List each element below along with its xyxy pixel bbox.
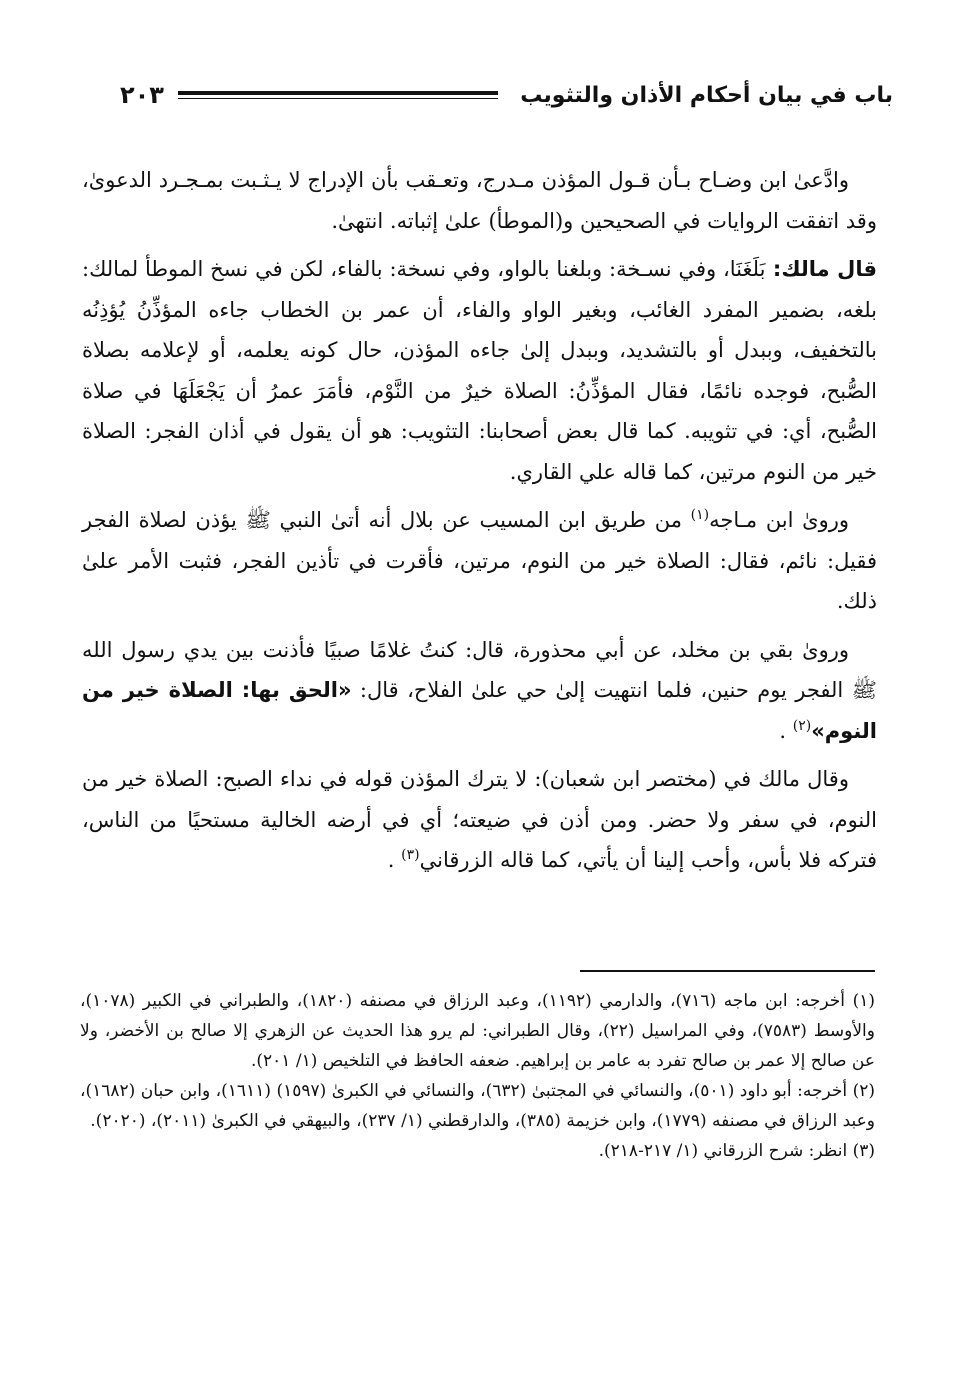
footnote-number: (١)	[852, 991, 875, 1011]
footnotes	[80, 986, 875, 1166]
footnote-1	[80, 986, 875, 1076]
page-number: ٢٠٣	[120, 81, 164, 109]
footnote-text: انظر: شرح الزرقاني (١/ ٢١٧-٢١٨).	[598, 1141, 848, 1161]
footnote-ref: (١)	[690, 507, 710, 523]
running-title: باب في بيان أحكام الأذان والتثويب	[520, 82, 893, 108]
paragraph-lead: قال مالك:	[765, 257, 877, 281]
footnote-text: أخرجه: ابن ماجه (٧١٦)، والدارمي (١١٩٢)، وعبد الرزاق في مصنفه (١٨٢٠)، والطبراني في الكبير (١٠٧٨)، والأوسط (٧٥٨٣)، وفي المراسيل (٢٢)، وقال الطبراني: لم يرو هذا الحديث عن الزهري إلا صالح بن الأخضر، ولا عن صالح إلا عمر بن صالح تفرد به عامر بن إبراهيم. ضعفه الحافظ في التلخيص (١/ ٢٠١).	[80, 991, 875, 1071]
footnote-ref: (٢)	[792, 717, 812, 734]
paragraph-text: بَلَغَنَا، وفي نسـخة: وبلغنا بالواو، وفي نسخة: بالفاء، لكن في نسخ الموطأ لمالك: بلغه، بضمير المفرد الغائب، وبغير الواو والفاء، أن عمر بن الخطاب جاءه المؤذِّنُ يُؤذِنُه بالتخفيف، وببدل أو بالتشديد، وببدل إلىٰ جاءه المؤذن، حال كونه يعلمه، أو لإعلامه بصلاة الصُّبح، فوجده نائمًا، فقال المؤذِّنُ: الصلاة خيرٌ من النَّوْم، فأمَرَ عمرُ أن يَجْعَلَهَا في صلاة الصُّبح، أي: في تثويبه. كما قال بعض أصحابنا: التثويب: هو أن يقول في أذان الفجر: الصلاة خير من النوم مرتين، كما قاله علي القاري.	[82, 257, 877, 484]
paragraph-text-continued: .	[387, 848, 402, 872]
header-rule	[178, 91, 498, 99]
paragraph-2	[82, 249, 877, 492]
paragraph-5	[82, 759, 877, 881]
footnote-text: أخرجه: أبو داود (٥٠١)، والنسائي في المجتبىٰ (٦٣٢)، والنسائي في الكبرىٰ (١٥٩٧) (١٦١١)، وابن حبان (١٦٨٢)، وعبد الرزاق في مصنفه (١٧٧٩)، وابن خزيمة (٣٨٥)، والدارقطني (١/ ٢٣٧)، والبيهقي في الكبرىٰ (٢٠١١)، (٢٠٢٠).	[80, 1081, 875, 1131]
footnote-separator	[580, 970, 875, 972]
paragraph-text: وادَّعىٰ ابن وضـاح بـأن قـول المؤذن مـدرج، وتعـقب بأن الإدراج لا يـثـبت بمـجـرد الدعوىٰ، وقد اتفقت الروايات في الصحيحين و(الموطأ) علىٰ إثباته. انتهىٰ.	[82, 168, 877, 233]
footnote-number: (٣)	[852, 1141, 875, 1161]
paragraph-4	[82, 630, 877, 752]
paragraph-text: وروىٰ بقي بن مخلد، عن أبي محذورة، قال: كنتُ غلامًا صبيًا فأذنت بين يدي رسول الله ﷺ الفجر يوم حنين، فلما انتهيت إلىٰ حي علىٰ الفلاح، قال:	[82, 637, 877, 702]
paragraph-text-continued: .	[779, 718, 793, 743]
paragraph-1	[82, 160, 877, 241]
footnote-3	[80, 1136, 875, 1166]
paragraph-text-continued: من طريق ابن المسيب عن بلال أنه أتىٰ النبي ﷺ يؤذن لصلاة الفجر فقيل: نائم، فقال: الصلاة خير من النوم، مرتين، فأقرت في تأذين الفجر، فثبت الأمر علىٰ ذلك.	[82, 508, 877, 613]
footnote-ref: (٣)	[401, 847, 420, 863]
paragraph-text: وروىٰ ابن مـاجه	[709, 508, 849, 532]
footnote-2	[80, 1076, 875, 1136]
main-text	[82, 160, 877, 889]
paragraph-3	[82, 500, 877, 622]
hadith-quote: «الحق بها: الصلاة خير من النوم»	[82, 678, 877, 743]
page-header	[120, 78, 893, 112]
footnote-number: (٢)	[852, 1081, 875, 1101]
paragraph-text: وقال مالك في (مختصر ابن شعبان): لا يترك المؤذن قوله في نداء الصبح: الصلاة خير من النوم، في سفر ولا حضر. ومن أذن في ضيعته؛ أي في أرضه الخالية مستحيًا من الناس، فتركه فلا بأس، وأحب إلينا أن يأتي، كما قاله الزرقاني	[82, 767, 877, 872]
